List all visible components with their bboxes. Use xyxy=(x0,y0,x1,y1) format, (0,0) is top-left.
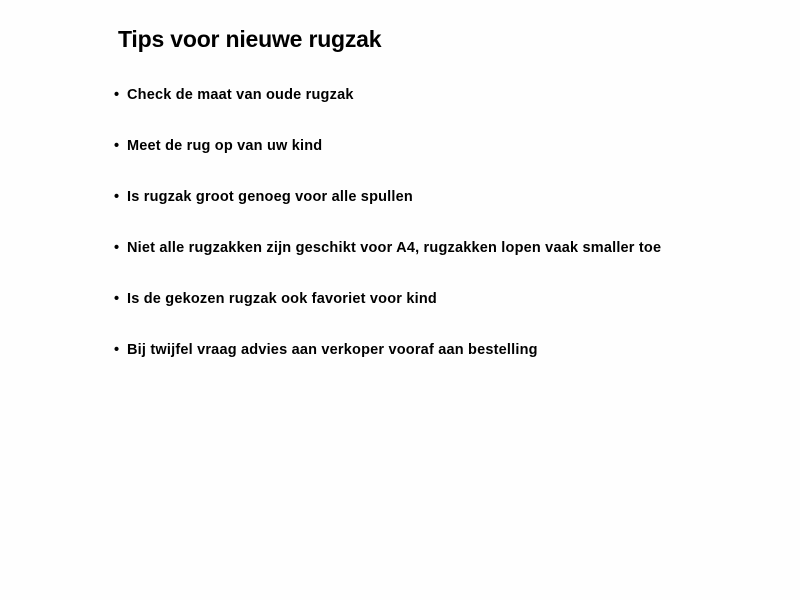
bullet-point-icon: • xyxy=(114,342,120,358)
list-item-text: Check de maat van oude rugzak xyxy=(127,87,354,103)
bullet-point-icon: • xyxy=(114,291,120,307)
list-item xyxy=(114,291,661,342)
list-item-text: Is de gekozen rugzak ook favoriet voor kind xyxy=(127,291,437,307)
list-item-text: Is rugzak groot genoeg voor alle spullen xyxy=(127,189,413,205)
bullet-list xyxy=(114,87,661,393)
bullet-point-icon: • xyxy=(114,240,120,256)
list-item xyxy=(114,240,661,291)
list-item-text: Meet de rug op van uw kind xyxy=(127,138,323,154)
bullet-point-icon: • xyxy=(114,138,120,154)
list-item xyxy=(114,138,661,189)
page-title: Tips voor nieuwe rugzak xyxy=(118,26,382,52)
list-item xyxy=(114,189,661,240)
list-item xyxy=(114,87,661,138)
bullet-point-icon: • xyxy=(114,87,120,103)
bullet-point-icon: • xyxy=(114,189,120,205)
list-item-text: Bij twijfel vraag advies aan verkoper vooraf aan bestelling xyxy=(127,342,538,358)
list-item-text: Niet alle rugzakken zijn geschikt voor A4, rugzakken lopen vaak smaller toe xyxy=(127,240,662,256)
list-item xyxy=(114,342,661,393)
